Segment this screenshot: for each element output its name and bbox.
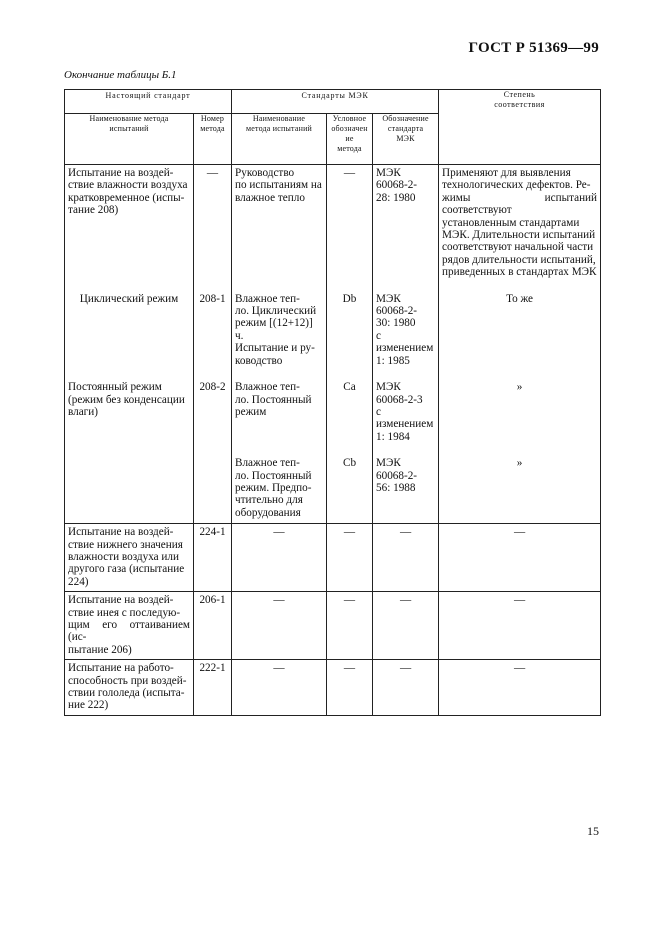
degree-cell: — xyxy=(439,524,601,592)
table-caption: Окончание таблицы Б.1 xyxy=(64,69,177,81)
method-number-cell: — xyxy=(194,165,232,279)
method-name-cell xyxy=(65,457,194,524)
degree-cell: — xyxy=(439,660,601,716)
method-name-cell: Циклический режим xyxy=(65,293,194,367)
table-row xyxy=(65,381,601,443)
comparison-table xyxy=(64,89,601,716)
table-row xyxy=(65,457,601,524)
degree-cell: » xyxy=(439,381,601,443)
method-number-cell: 224-1 xyxy=(194,524,232,592)
page-number: 15 xyxy=(587,824,599,838)
method-number-cell: 222-1 xyxy=(194,660,232,716)
degree-cell: — xyxy=(439,592,601,660)
iec-name-cell: — xyxy=(232,592,327,660)
table-row xyxy=(65,165,601,279)
method-number-cell xyxy=(194,457,232,524)
degree-cell: Применяют для выявления технологических дефектов. Ре- жимы испытаний соответствуют установленным стандартами МЭК. Длительности испытаний соответствуют начальной части рядов длительности испытаний, приведенных в стандартах МЭК xyxy=(439,165,601,279)
table-row xyxy=(65,592,601,660)
header-iec-standards: Стандарты МЭК xyxy=(232,90,439,114)
iec-code-cell: — xyxy=(327,660,373,716)
iec-name-cell: — xyxy=(232,524,327,592)
header-iec-code: Условное обозначен ие метода xyxy=(327,114,373,165)
header-current-standard: Настоящий стандарт xyxy=(65,90,232,114)
method-number-cell: 206-1 xyxy=(194,592,232,660)
method-name-cell: Испытание на воздей- ствие влажности воздуха кратковременное (испы- тание 208) xyxy=(65,165,194,279)
header-method-number: Номер метода xyxy=(194,114,232,165)
iec-designation-cell: МЭК 60068-2-3 с изменением 1: 1984 xyxy=(373,381,439,443)
iec-name-cell: Влажное теп- ло. Циклический режим [(12+12)] ч. Испытание и ру- ководство xyxy=(232,293,327,367)
header-degree: Степень соответствия xyxy=(439,90,601,165)
iec-code-cell: — xyxy=(327,524,373,592)
iec-name-cell: Влажное теп- ло. Постоянный режим. Предпо- чтительно для оборудования xyxy=(232,457,327,524)
method-name-cell: Испытание на воздей- ствие инея с последую- щим его оттаиванием (ис- пытание 206) xyxy=(65,592,194,660)
method-number-cell: 208-1 xyxy=(194,293,232,367)
degree-cell: » xyxy=(439,457,601,524)
method-number-cell: 208-2 xyxy=(194,381,232,443)
iec-name-cell: Руководство по испытаниям на влажное тепло xyxy=(232,165,327,279)
iec-designation-cell: МЭК 60068-2- 30: 1980 с изменением 1: 1985 xyxy=(373,293,439,367)
iec-code-cell: Са xyxy=(327,381,373,443)
iec-designation-cell: — xyxy=(373,660,439,716)
header-iec-designation: Обозначение стандарта МЭК xyxy=(373,114,439,165)
iec-code-cell: Db xyxy=(327,293,373,367)
standard-code: ГОСТ Р 51369—99 xyxy=(468,40,599,56)
table-row xyxy=(65,293,601,367)
iec-name-cell: — xyxy=(232,660,327,716)
iec-designation-cell: — xyxy=(373,524,439,592)
method-name-cell: Испытание на воздей- ствие нижнего значения влажности воздуха или другого газа (испытание 224) xyxy=(65,524,194,592)
degree-cell: То же xyxy=(439,293,601,367)
header-iec-name: Наименование метода испытаний xyxy=(232,114,327,165)
iec-designation-cell: МЭК 60068-2- 28: 1980 xyxy=(373,165,439,279)
method-name-cell: Испытание на работо- способность при воздей- ствии гололеда (испыта- ние 222) xyxy=(65,660,194,716)
table-row xyxy=(65,524,601,592)
iec-name-cell: Влажное теп- ло. Постоянный режим xyxy=(232,381,327,443)
header-method-name: Наименование метода испытаний xyxy=(65,114,194,165)
iec-designation-cell: МЭК 60068-2- 56: 1988 xyxy=(373,457,439,524)
iec-code-cell: Cb xyxy=(327,457,373,524)
iec-code-cell: — xyxy=(327,592,373,660)
table-row xyxy=(65,660,601,716)
iec-designation-cell: — xyxy=(373,592,439,660)
iec-code-cell: — xyxy=(327,165,373,279)
method-name-cell: Постоянный режим (режим без конденсации влаги) xyxy=(65,381,194,443)
